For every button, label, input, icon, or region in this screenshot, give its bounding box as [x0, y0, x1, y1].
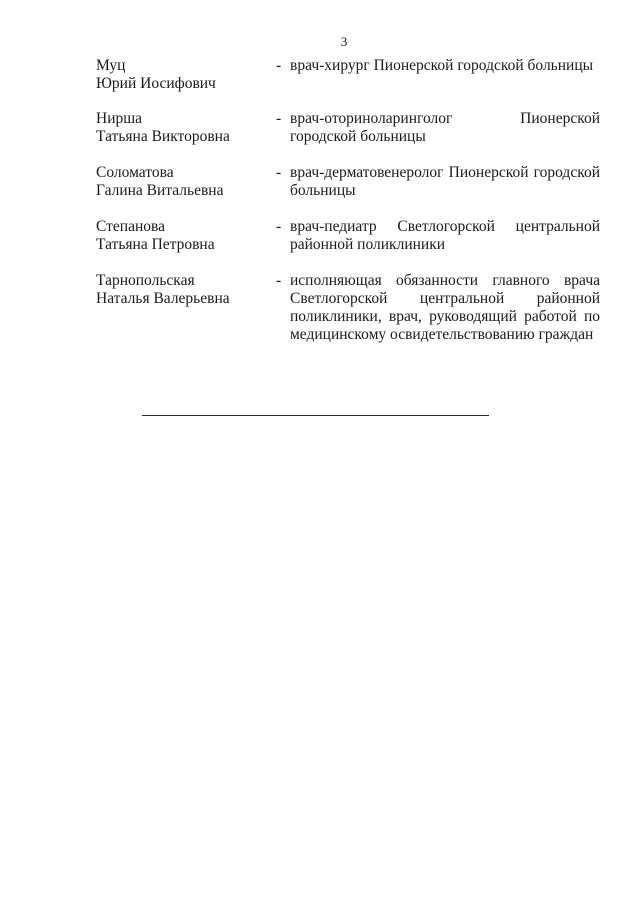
- member-surname: Соломатова: [96, 164, 174, 181]
- member-name: [96, 218, 274, 254]
- separator-dash: -: [276, 272, 282, 289]
- closing-horizontal-rule: [142, 415, 489, 416]
- member-given-names: Юрий Иосифович: [96, 75, 216, 92]
- member-role: врач-хирург Пионерской городской больницы: [290, 57, 594, 74]
- member-entry: [96, 110, 600, 146]
- member-surname: Степанова: [96, 218, 166, 235]
- separator-dash: -: [276, 110, 282, 127]
- commission-members-list: [96, 57, 600, 344]
- page-number: 3: [340, 34, 348, 49]
- member-name: [96, 272, 274, 344]
- separator-dash: -: [276, 218, 282, 235]
- member-entry: [96, 218, 600, 254]
- member-name: [96, 110, 274, 146]
- separator-dash: -: [276, 164, 282, 181]
- member-name: [96, 164, 274, 200]
- member-surname: Муц: [96, 57, 126, 74]
- member-role: врач-педиатр Светлогорской центральной районной поликлиники: [290, 218, 600, 253]
- member-name: [96, 57, 274, 93]
- member-surname: Нирша: [96, 110, 143, 127]
- member-entry: [96, 57, 600, 93]
- member-role: врач-дерматовенеролог Пионерской городской больницы: [290, 164, 600, 199]
- member-entry: [96, 164, 600, 200]
- separator-dash: -: [276, 57, 282, 74]
- member-entry: [96, 272, 600, 344]
- member-role: врач-оториноларинголог Пионерской городской больницы: [290, 110, 600, 145]
- member-given-names: Татьяна Петровна: [96, 236, 215, 253]
- member-given-names: Галина Витальевна: [96, 182, 224, 199]
- member-given-names: Наталья Валерьевна: [96, 290, 230, 307]
- member-role: исполняющая обязанности главного врача Светлогорской центральной районной поликлиники, врач, руководящий работой по медицинскому освидетельствованию граждан: [290, 272, 600, 343]
- member-given-names: Татьяна Викторовна: [96, 128, 230, 145]
- member-surname: Тарнопольская: [96, 272, 195, 289]
